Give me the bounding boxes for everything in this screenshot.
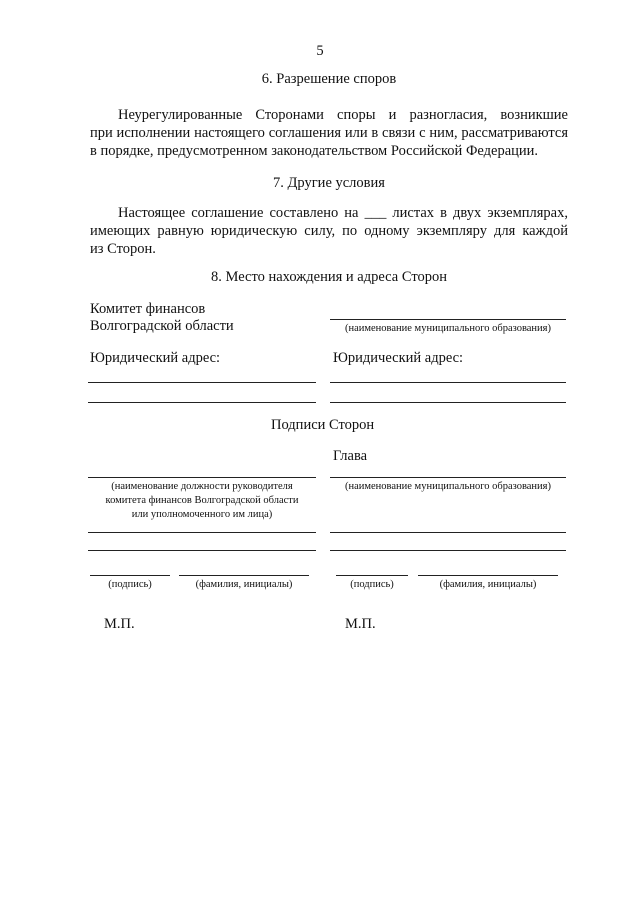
caption-line: (наименование должности руководителя [111, 481, 293, 492]
left-signature-line[interactable] [90, 575, 170, 576]
left-signature-caption: (подпись) [108, 579, 152, 590]
right-name-line[interactable] [418, 575, 558, 576]
paragraph-line: в порядке, предусмотренном законодательством Российской Федерации. [90, 143, 539, 159]
right-signature-line[interactable] [336, 575, 408, 576]
left-extra-line-1[interactable] [88, 532, 316, 533]
right-address-line-2[interactable] [330, 402, 566, 403]
right-signatory-title: Глава [333, 448, 368, 464]
right-address-line-1[interactable] [330, 382, 566, 383]
caption-line: комитета финансов Волгоградской области [105, 495, 299, 506]
left-position-line[interactable] [88, 477, 316, 478]
section-7-heading: 7. Другие условия [273, 175, 385, 191]
left-name-caption: (фамилия, инициалы) [195, 579, 293, 590]
right-stamp-place: М.П. [345, 616, 376, 632]
right-name-caption: (фамилия, инициалы) [439, 579, 537, 590]
page-number: 5 [316, 43, 324, 59]
signatures-heading: Подписи Сторон [271, 417, 375, 433]
paragraph-line: из Сторон. [90, 241, 156, 257]
right-party-name-caption: (наименование муниципального образования) [344, 323, 552, 334]
left-stamp-place: М.П. [104, 616, 135, 632]
caption-line: или уполномоченного им лица) [131, 509, 273, 520]
right-signature-caption: (подпись) [350, 579, 394, 590]
left-address-line-1[interactable] [88, 382, 316, 383]
right-party-name-line[interactable] [330, 319, 566, 320]
left-party-name-line1: Комитет финансов [90, 301, 206, 317]
left-name-line[interactable] [179, 575, 309, 576]
right-municipality-line[interactable] [330, 477, 566, 478]
right-municipality-caption: (наименование муниципального образования) [344, 481, 552, 492]
section-8-heading: 8. Место нахождения и адреса Сторон [211, 269, 447, 285]
right-extra-line-1[interactable] [330, 532, 566, 533]
paragraph-line: Настоящее соглашение составлено на ___ листах в двух экземплярах, [118, 205, 568, 221]
paragraph-line: Неурегулированные Сторонами споры и разногласия, возникшие [118, 107, 568, 123]
left-party-name-line2: Волгоградской области [90, 318, 234, 334]
right-address-label: Юридический адрес: [333, 350, 464, 366]
right-extra-line-2[interactable] [330, 550, 566, 551]
left-extra-line-2[interactable] [88, 550, 316, 551]
left-address-label: Юридический адрес: [90, 350, 221, 366]
section-6-heading: 6. Разрешение споров [261, 71, 397, 87]
paragraph-line: имеющих равную юридическую силу, по одному экземпляру для каждой [90, 223, 568, 239]
paragraph-line: при исполнении настоящего соглашения или в связи с ним, рассматриваются [90, 125, 568, 141]
left-address-line-2[interactable] [88, 402, 316, 403]
